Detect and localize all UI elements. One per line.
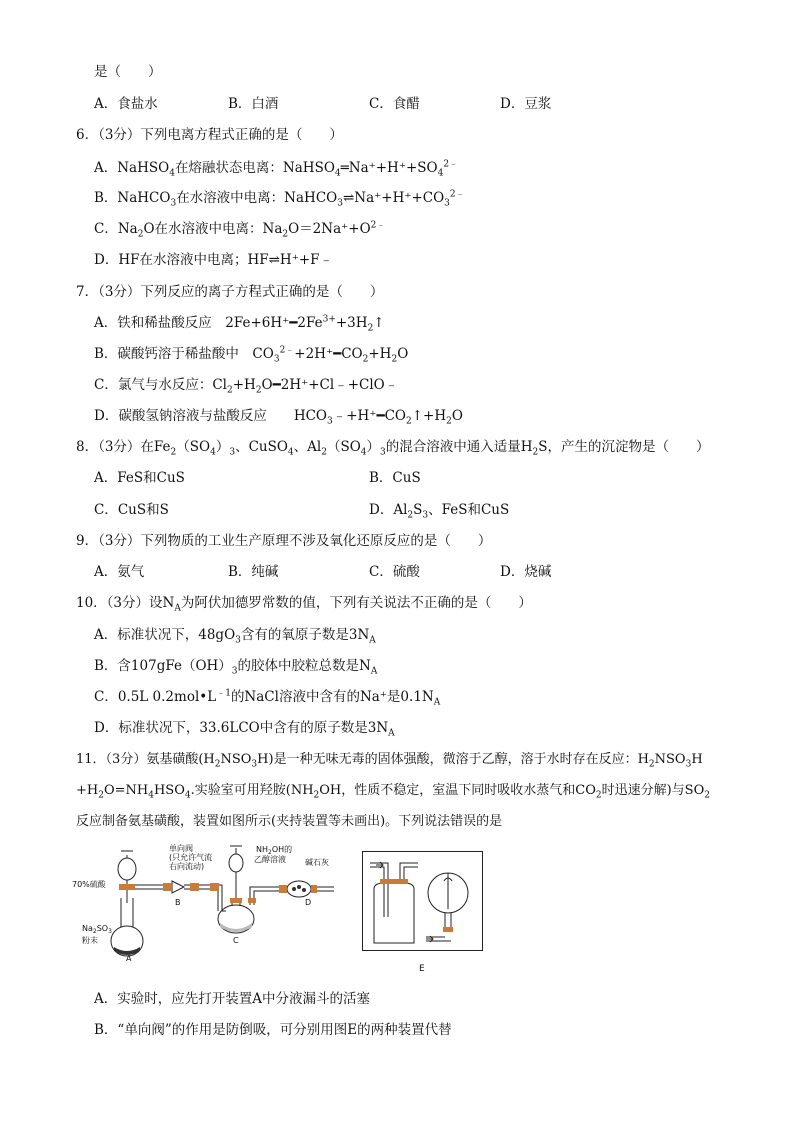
- q9-stem: 9．（3分）下列物质的工业生产原理不涉及氧化还原反应的是（ ）: [76, 533, 492, 549]
- label-salt-2: 粉末: [82, 936, 98, 945]
- q10-option-c[interactable]: C．0.5L $0.2mol•L^{﹣1}$的NaCl溶液中含有的Na⁺是$0.1N_A$: [94, 688, 441, 708]
- apparatus-figure: [72, 843, 344, 963]
- label-b: B: [175, 898, 181, 907]
- q10-option-d[interactable]: D．标准状况下，33.6LCO中含有的原子数是$3N_A$: [94, 720, 395, 739]
- label-d: D: [305, 898, 312, 907]
- q5-option-c[interactable]: C．食醋: [369, 96, 420, 112]
- label-salt-1: $Na_2SO_3$: [82, 924, 112, 935]
- figure-e: [362, 851, 484, 975]
- q9-option-c[interactable]: C．硫酸: [369, 564, 420, 580]
- q6-option-a[interactable]: A．NaHSO$_4$在熔融状态电离：$NaHSO_4═Na^++H^++SO_4^{2﹣}$: [94, 159, 459, 179]
- q11-stem-line3: 反应制备氨基磺酸，装置如图所示(夹持装置等未画出)。下列说法错误的是: [76, 814, 503, 829]
- label-valve-2: (只允许气流: [169, 853, 213, 862]
- q5-option-b[interactable]: B．白酒: [228, 96, 279, 112]
- figure-e-frame: [363, 852, 483, 951]
- label-c: C: [233, 936, 239, 945]
- label-lime: 碱石灰: [305, 858, 329, 867]
- q5-option-a[interactable]: A．食盐水: [94, 96, 158, 112]
- label-e: E: [419, 964, 425, 974]
- q8-option-d[interactable]: D．$Al_2S_3$、FeS和CuS: [369, 502, 510, 521]
- separatory-funnel: [118, 858, 136, 880]
- q8-stem: 8．（3分）在$Fe_2(SO_4)_3$、CuSO$_4$、$Al_2(SO_4)_3$的混合溶液中通入适量$H_2S$，产生的沉淀物是（ ）: [76, 439, 710, 458]
- q7-option-c[interactable]: C．氯气与水反应：$Cl_2+H_2O━2H^++Cl﹣+ClO﹣$: [94, 377, 399, 396]
- q8-option-a[interactable]: A．FeS和CuS: [94, 470, 185, 486]
- q11-stem-line2: $+H_2O=NH_4HSO_4$.实验室可用羟胺($NH_2OH$，性质不稳定，室温下同时吸收水蒸气和$CO_2$时迅速分解)与$SO_2$: [76, 783, 710, 801]
- q10-option-a[interactable]: A．标准状况下，$48gO_3$含有的氧原子数是$3N_A$: [94, 627, 376, 646]
- q6-option-d[interactable]: D．HF在水溶液中电离；HF⇌H⁺+F﹣: [94, 252, 333, 268]
- q9-option-b[interactable]: B．纯碱: [228, 564, 279, 580]
- q5-option-d[interactable]: D．豆浆: [500, 96, 552, 112]
- q10-option-b[interactable]: B．含$107gFe(OH)_3$的胶体中胶粒总数是$N_A$: [94, 658, 378, 677]
- q8-option-c[interactable]: C．CuS和S: [94, 502, 169, 518]
- q6-stem: 6．（3分）下列电离方程式正确的是（ ）: [76, 127, 343, 143]
- gas-bottle: [374, 883, 414, 943]
- q7-option-b[interactable]: B．碳酸钙溶于稀盐酸中 $CO_3^{2﹣}+2H^+━CO_2+H_2O$: [94, 345, 409, 365]
- q5-tail: 是（ ）: [94, 64, 162, 80]
- q6-option-c[interactable]: C．$Na_2O$在水溶液中电离：$Na_2O=2Na^++O^{2﹣}$: [94, 220, 386, 240]
- label-reagent-1: $NH_2OH$的: [256, 845, 293, 856]
- q8-option-b[interactable]: B．CuS: [369, 470, 421, 486]
- q7-option-d[interactable]: D．碳酸氢钠溶液与盐酸反应 $HCO_3﹣+H^+━CO_2↑+H_2O$: [94, 408, 463, 427]
- label-acid: 70%硫酸: [72, 880, 106, 889]
- q7-option-a[interactable]: A．铁和稀盐酸反应 $2Fe+6H^+━2Fe^{3+}+3H_2↑$: [94, 314, 385, 334]
- label-valve-1: 单向阀: [169, 844, 193, 853]
- stopper-c: [230, 898, 242, 903]
- q11-option-b[interactable]: B．“单向阀”的作用是防倒吸，可分别用图E的两种装置代替: [94, 1022, 452, 1038]
- q9-option-d[interactable]: D．烧碱: [500, 564, 552, 580]
- q11-option-a[interactable]: A．实验时，应先打开装置A中分液漏斗的活塞: [94, 991, 370, 1007]
- label-a: A: [126, 954, 132, 963]
- label-reagent-2: 乙醇溶液: [254, 855, 286, 864]
- q9-option-a[interactable]: A．氨气: [94, 564, 145, 580]
- q10-stem: 10．（3分）设$N_A$为阿伏加德罗常数的值，下列有关说法不正确的是（ ）: [76, 595, 532, 614]
- q7-stem: 7．（3分）下列反应的离子方程式正确的是（ ）: [76, 284, 384, 300]
- stopper-a: [119, 884, 135, 890]
- label-valve-3: 右向流动): [169, 862, 205, 871]
- one-way-valve: [172, 881, 184, 893]
- q6-option-b[interactable]: B．NaHCO$_3$在水溶液中电离：$NaHCO_3\rightleftharpoons Na^++H^++CO_3^{2﹣}$: [94, 189, 465, 209]
- q11-stem-line1: 11．（3分）氨基磺酸$(H_2NSO_3H)$是一种无味无毒的固体强酸，微溶于乙醇，溶于水时存在反应：$H_2NSO_3H$: [76, 752, 703, 770]
